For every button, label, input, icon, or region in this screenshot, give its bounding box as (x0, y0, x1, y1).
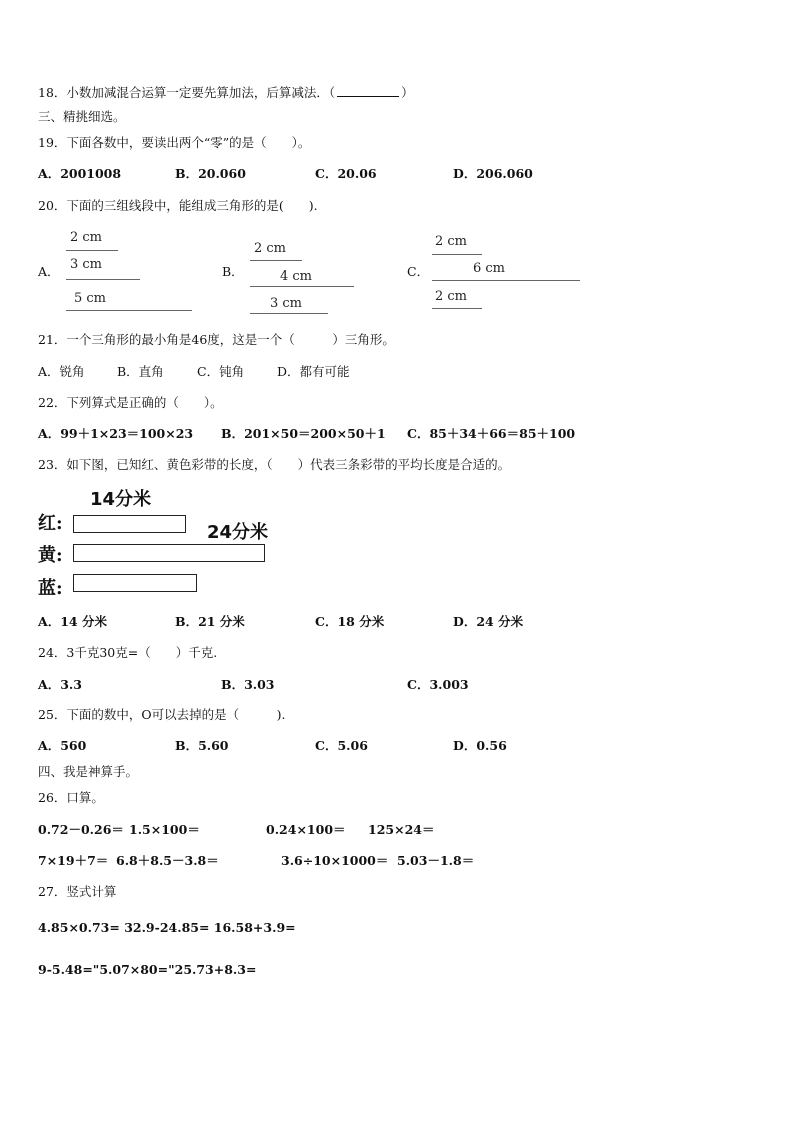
segment-label: 4 cm (280, 269, 313, 284)
question-19-stem: 19．下面各数中，要读出两个“零”的是（ ）。 (38, 135, 311, 150)
mental-calc-item: 6.8＋8.5－3.8＝ (116, 853, 219, 868)
yellow-label: 黄: (38, 545, 63, 566)
written-calc-line: 9-5.48="5.07×80="25.73+8.3= (38, 962, 257, 977)
q25-option-c[interactable]: C．5.06 (315, 738, 368, 753)
line-segment (250, 260, 302, 261)
question-22-stem: 22．下列算式是正确的（ ）。 (38, 395, 223, 410)
q20-option-b[interactable]: B． (222, 264, 244, 279)
yellow-ribbon (73, 544, 265, 562)
red-ribbon (73, 515, 186, 533)
q23-option-b[interactable]: B．21 分米 (175, 614, 245, 629)
line-segment (66, 279, 140, 280)
q20-option-c[interactable]: C． (407, 264, 430, 279)
q19-option-b[interactable]: B．20.060 (175, 166, 246, 181)
segment-label: 2 cm (435, 289, 468, 304)
question-25-stem: 25．下面的数中，O可以去掉的是（ ). (38, 707, 286, 722)
line-segment (432, 254, 482, 255)
question-24-stem: 24．3千克30克=（ ）千克. (38, 645, 218, 660)
section-3-heading: 三、精挑细选。 (38, 109, 126, 124)
question-21-stem: 21．一个三角形的最小角是46度，这是一个（ ）三角形。 (38, 332, 395, 347)
q21-option-b[interactable]: B．直角 (117, 364, 164, 379)
mental-calc-item: 0.24×100＝ (266, 822, 346, 837)
mental-calc-item: 125×24＝ (368, 822, 435, 837)
q23-option-d[interactable]: D．24 分米 (453, 614, 524, 629)
q23-option-c[interactable]: C．18 分米 (315, 614, 385, 629)
question-26-stem: 26．口算。 (38, 790, 104, 805)
q20-option-a[interactable]: A． (38, 264, 60, 279)
blue-label: 蓝: (38, 578, 63, 599)
line-segment (66, 250, 118, 251)
segment-label: 5 cm (74, 291, 107, 306)
red-label: 红: (38, 513, 63, 534)
question-18-text: 18．小数加减混合运算一定要先算加法，后算减法．（ (38, 85, 336, 100)
segment-label: 2 cm (254, 241, 287, 256)
mental-calc-item: 7×19＋7＝ (38, 853, 109, 868)
q22-option-b[interactable]: B．201×50＝200×50＋1 (221, 426, 386, 441)
q19-option-d[interactable]: D．206.060 (453, 166, 533, 181)
q21-option-a[interactable]: A．锐角 (38, 364, 85, 379)
question-20-stem: 20．下面的三组线段中，能组成三角形的是( ). (38, 198, 318, 213)
question-18-close: ） (401, 85, 414, 100)
line-segment (66, 310, 192, 311)
q22-option-a[interactable]: A．99＋1×23＝100×23 (38, 426, 194, 441)
written-calc-line: 4.85×0.73= 32.9-24.85= 16.58+3.9= (38, 920, 296, 935)
q24-option-b[interactable]: B．3.03 (221, 677, 275, 692)
q22-option-c[interactable]: C．85＋34＋66＝85＋100 (407, 426, 576, 441)
red-length-label: 14分米 (90, 489, 152, 510)
segment-label: 2 cm (70, 230, 103, 245)
q19-option-a[interactable]: A．2001008 (38, 166, 122, 181)
q24-option-c[interactable]: C．3.003 (407, 677, 469, 692)
question-23-stem: 23．如下图，已知红、黄色彩带的长度，（ ）代表三条彩带的平均长度是合适的。 (38, 457, 511, 472)
section-4-heading: 四、我是神算手。 (38, 764, 139, 779)
q21-option-c[interactable]: C．钝角 (197, 364, 245, 379)
segment-label: 2 cm (435, 234, 468, 249)
line-segment (250, 313, 328, 314)
segment-label: 3 cm (70, 257, 103, 272)
blue-ribbon (73, 574, 197, 592)
mental-calc-item: 5.03－1.8＝ (397, 853, 475, 868)
line-segment (250, 286, 354, 287)
q23-option-a[interactable]: A．14 分米 (38, 614, 107, 629)
answer-blank[interactable] (337, 85, 399, 97)
q19-option-c[interactable]: C．20.06 (315, 166, 377, 181)
question-27-stem: 27．竖式计算 (38, 884, 117, 899)
q25-option-b[interactable]: B．5.60 (175, 738, 229, 753)
q25-option-a[interactable]: A．560 (38, 738, 87, 753)
segment-label: 6 cm (473, 261, 506, 276)
q21-option-d[interactable]: D．都有可能 (277, 364, 350, 379)
mental-calc-item: 0.72－0.26＝ (38, 822, 124, 837)
mental-calc-item: 1.5×100＝ (129, 822, 200, 837)
yellow-length-label: 24分米 (207, 522, 269, 543)
q25-option-d[interactable]: D．0.56 (453, 738, 507, 753)
question-18 (38, 85, 414, 100)
q24-option-a[interactable]: A．3.3 (38, 677, 82, 692)
segment-label: 3 cm (270, 296, 303, 311)
mental-calc-item: 3.6÷10×1000＝ (281, 853, 389, 868)
line-segment (432, 280, 580, 281)
line-segment (432, 308, 482, 309)
